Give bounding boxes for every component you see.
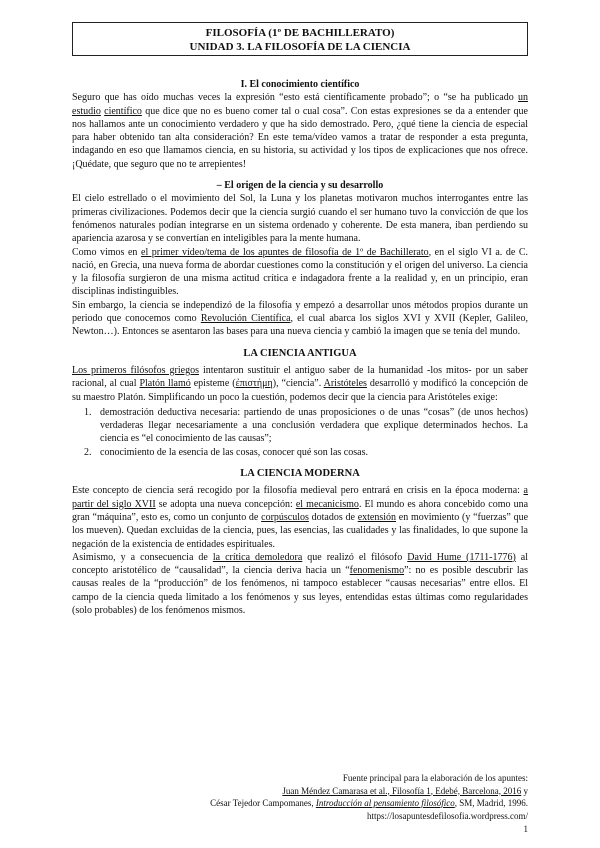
section-heading-ciencia-moderna: LA CIENCIA MODERNA xyxy=(240,468,360,480)
link[interactable]: Los primeros filósofos griegos xyxy=(72,364,199,376)
paragraph-origen-3: Sin embargo, la ciencia se independizó de la filosofía y empezó a desarrollar unos métodos propios durante un periodo que conocemos como Revolución Científica, el cual abarca los siglos XVI y XVII (Kepler, Galileo, Newton…). Entonces se asentaron las bases para una nueva ciencia y cambió la imagen que se tenía del mundo. xyxy=(72,299,528,338)
page-number: 1 xyxy=(523,824,528,834)
list-item: 2. conocimiento de la esencia de las cosas, conocer qué son las cosas. xyxy=(94,446,528,459)
paragraph-intro: Seguro que has oído muchas veces la expresión “esto está científicamente probado”; o “se ha publicado un estudio científico que dice que no es bueno comer tal o cual cosa”. Con estas expresiones se da a entender que nos hallamos ante un conocimiento verdadero y que ha sido demostrado. Pero, ¿qué tiene la ciencia de especial para haber obtenido tan alta consideración? En este tema/vídeo vamos a tratar de responder a esta pregunta, indagando en eso que llamamos ciencia, en su historia, su actividad y los tipos de explicaciones que nos ofrece. ¡Quédate, que seguro que no te arrepientes! xyxy=(72,92,528,170)
link[interactable]: Platón llamó xyxy=(139,378,191,390)
link[interactable]: fenomenismo xyxy=(349,565,405,577)
section-heading-origen: – El origen de la ciencia y su desarrollo xyxy=(216,180,384,192)
link[interactable]: corpúsculos xyxy=(261,511,309,523)
link[interactable]: el mecanicismo xyxy=(295,498,359,510)
paragraph-moderna-2: Asimismo, y a consecuencia de la crítica demoledora que realizó el filósofo David Hume (1711-1776) al concepto aristotélico de “causalidad”, la ciencia deriva hacia un “fenomenismo”: no es posible descubrir las causas reales de la “producción” de los fenómenos, ni tampoco establecer “causas necesarias” entre ellos. El campo de la ciencia queda limitado a los fenómenos y sus leyes, entendidas estas últimas como regularidades (solo probables) de los fenómenos mismos. xyxy=(72,551,529,616)
footer-line: Juan Méndez Camarasa et al., Filosofía 1, Edebé, Barcelona, 2016 y xyxy=(282,785,528,796)
unit-title: UNIDAD 3. LA FILOSOFÍA DE LA CIENCIA xyxy=(189,41,411,53)
paragraph-antigua: Los primeros filósofos griegos intentaron sustituir el antiguo saber de la humanidad -los mitos- por un saber racional, al cual Platón llamó episteme (ἐπιστήμη), “ciencia”. Aristóteles desarrolló y modificó la concepción de su maestro Platón. Simplificando un poco la cuestión, podemos decir que la ciencia para Aristóteles exige: xyxy=(72,364,528,403)
main-content xyxy=(72,78,528,617)
link[interactable]: un xyxy=(518,92,528,104)
sources-footer xyxy=(72,772,528,822)
paragraph-origen-2: Como vimos en el primer vídeo/tema de los apuntes de filosofía de 1º de Bachillerato, en el siglo VI a. de C. nació, en Grecia, una nueva forma de abordar cuestiones como la constitución y el origen del universo. La ciencia y la filosofía surgieron de una misma actitud crítica e indagadora frente a la realidad y, en un principio, eran disciplinas indistinguibles. xyxy=(72,246,528,298)
link-source-2[interactable]: Introducción al pensamiento filosófico xyxy=(315,798,455,808)
link[interactable]: la crítica demoledora xyxy=(212,551,303,563)
title-box xyxy=(72,22,528,56)
requirements-list xyxy=(72,406,528,459)
paragraph-origen-1: El cielo estrellado o el movimiento del Sol, la Luna y los planetas motivaron muchos interrogantes entre las primeras civilizaciones. Podemos decir que la ciencia surgió cuando el ser humano tuvo la convicción de que los fenómenos naturales podían integrarse en un sistema ordenado y coherente. De esta manera, iban perdiendo su apariencia azarosa y se convertían en inteligibles para la mente humana. xyxy=(72,193,528,245)
link[interactable]: a partir del siglo XVII xyxy=(72,485,528,510)
footer-line: Fuente principal para la elaboración de los apuntes: xyxy=(342,773,528,783)
course-title: FILOSOFÍA (1º DE BACHILLERATO) xyxy=(205,27,395,39)
link[interactable]: estudio xyxy=(72,105,101,117)
link[interactable]: extensión xyxy=(357,511,397,523)
link-source-1[interactable]: Juan Méndez Camarasa et al., Filosofía 1, Edebé, Barcelona, 2016 xyxy=(282,785,522,796)
paragraph-moderna-1: Este concepto de ciencia será recogido por la filosofía medieval pero entrará en crisis en la época moderna: a partir del siglo XVII se adopta una nueva concepción: el mecanicismo. El mundo es ahora concebido como una gran “máquina”, esto es, como un conjunto de corpúsculos dotados de extensión en movimiento (y “fuerzas” que los mueven). Quedan excluidas de la ciencia, pues, las esencias, las cualidades y las finalidades, lo que supone la negación de la existencia de entidades espirituales. xyxy=(72,485,529,550)
link[interactable]: Aristóteles xyxy=(323,378,367,390)
section-heading-ciencia-antigua: LA CIENCIA ANTIGUA xyxy=(243,347,357,359)
footer-line: César Tejedor Campomanes, Introducción al pensamiento filosófico, SM, Madrid, 1996. xyxy=(210,798,528,808)
section-heading-conocimiento: I. El conocimiento científico xyxy=(240,79,360,90)
link[interactable]: ἐπιστήμη xyxy=(235,378,273,390)
link-primer-video[interactable]: el primer vídeo/tema de los apuntes de filosofía de 1º de Bachillerato xyxy=(141,246,429,258)
footer-url[interactable]: https://losapuntesdefilosofia.wordpress.com/ xyxy=(367,810,528,821)
link[interactable]: científico xyxy=(104,105,142,117)
link-revolucion-cientifica[interactable]: Revolución Científica xyxy=(200,313,291,325)
link[interactable]: David Hume (1711-1776) xyxy=(407,551,516,563)
list-item: 1. demostración deductiva necesaria: partiendo de unas proposiciones o de unas “cosas” (de unos hechos) verdaderas llegar necesariamente a una conclusión verdadera que explique determinados hechos. La ciencia es “el conocimiento de las causas”; xyxy=(94,406,528,446)
